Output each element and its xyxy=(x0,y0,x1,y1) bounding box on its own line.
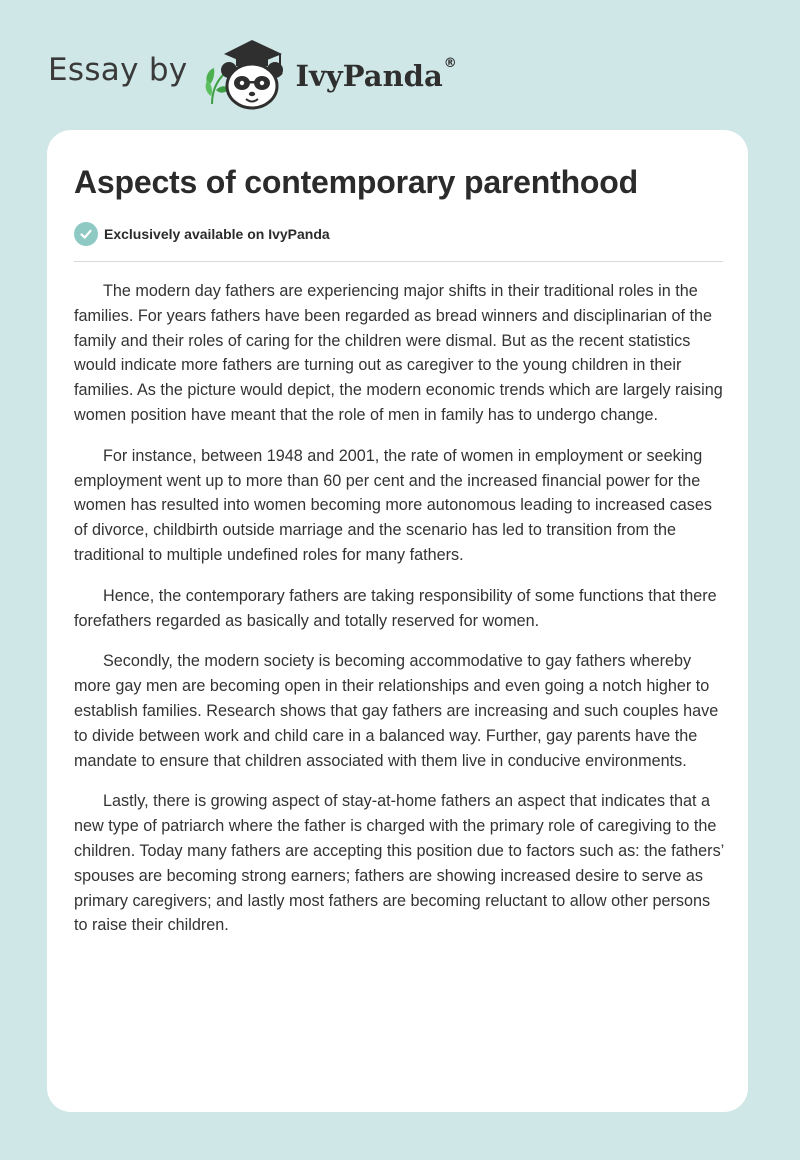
essay-body xyxy=(74,279,726,954)
paragraph: Hence, the contemporary fathers are taking responsibility of some functions that there forefathers regarded as basically and totally reserved for women. xyxy=(74,586,717,630)
divider xyxy=(74,261,723,262)
brand-name-text: IvyPanda xyxy=(295,59,443,93)
panda-logo-icon[interactable] xyxy=(202,34,294,114)
exclusive-badge xyxy=(74,222,330,246)
paragraph: The modern day fathers are experiencing major shifts in their traditional roles in the families. For years fathers have been regarded as bread winners and disciplinarian of the family and their roles of caring for the children were dismal. But as the recent statistics would indicate more fathers are turning out as caregiver to the young children in their families. As the picture would depict, the modern economic trends which are largely raising women position have meant that the role of men in family has to undergo change. xyxy=(74,282,723,424)
essay-card xyxy=(47,130,748,1112)
essay-by-label: Essay by xyxy=(48,52,188,88)
exclusive-label: Exclusively available on IvyPanda xyxy=(104,226,330,242)
registered-mark: ® xyxy=(443,56,457,72)
site-header xyxy=(48,34,457,114)
paragraph: Lastly, there is growing aspect of stay-at-home fathers an aspect that indicates that a new type of patriarch where the father is charged with the primary role of caregiving to the children. Today many fathers are accepting this position due to factors such as: the fathers’ spouses are becoming strong earners; fathers are showing increased desire to serve as primary caregivers; and lastly most fathers are becoming reluctant to allow other persons to raise their children. xyxy=(74,792,724,935)
brand-name[interactable] xyxy=(295,56,457,93)
check-icon xyxy=(74,222,98,246)
page-title: Aspects of contemporary parenthood xyxy=(74,164,638,200)
paragraph: For instance, between 1948 and 2001, the rate of women in employment or seeking employment went up to more than 60 per cent and the increased financial power for the women has resulted into women becoming more autonomous leading to increased cases of divorce, childbirth outside marriage and the scenario has led to transition from the traditional to multiple undefined roles for many fathers. xyxy=(74,446,712,564)
paragraph: Secondly, the modern society is becoming accommodative to gay fathers whereby more gay men are becoming open in their relationships and even going a notch higher to establish families. Research shows that gay fathers are increasing and such couples have to divide between work and child care in a balanced way. Further, gay parents have the mandate to ensure that children associated with them live in conducive environments. xyxy=(74,652,719,770)
